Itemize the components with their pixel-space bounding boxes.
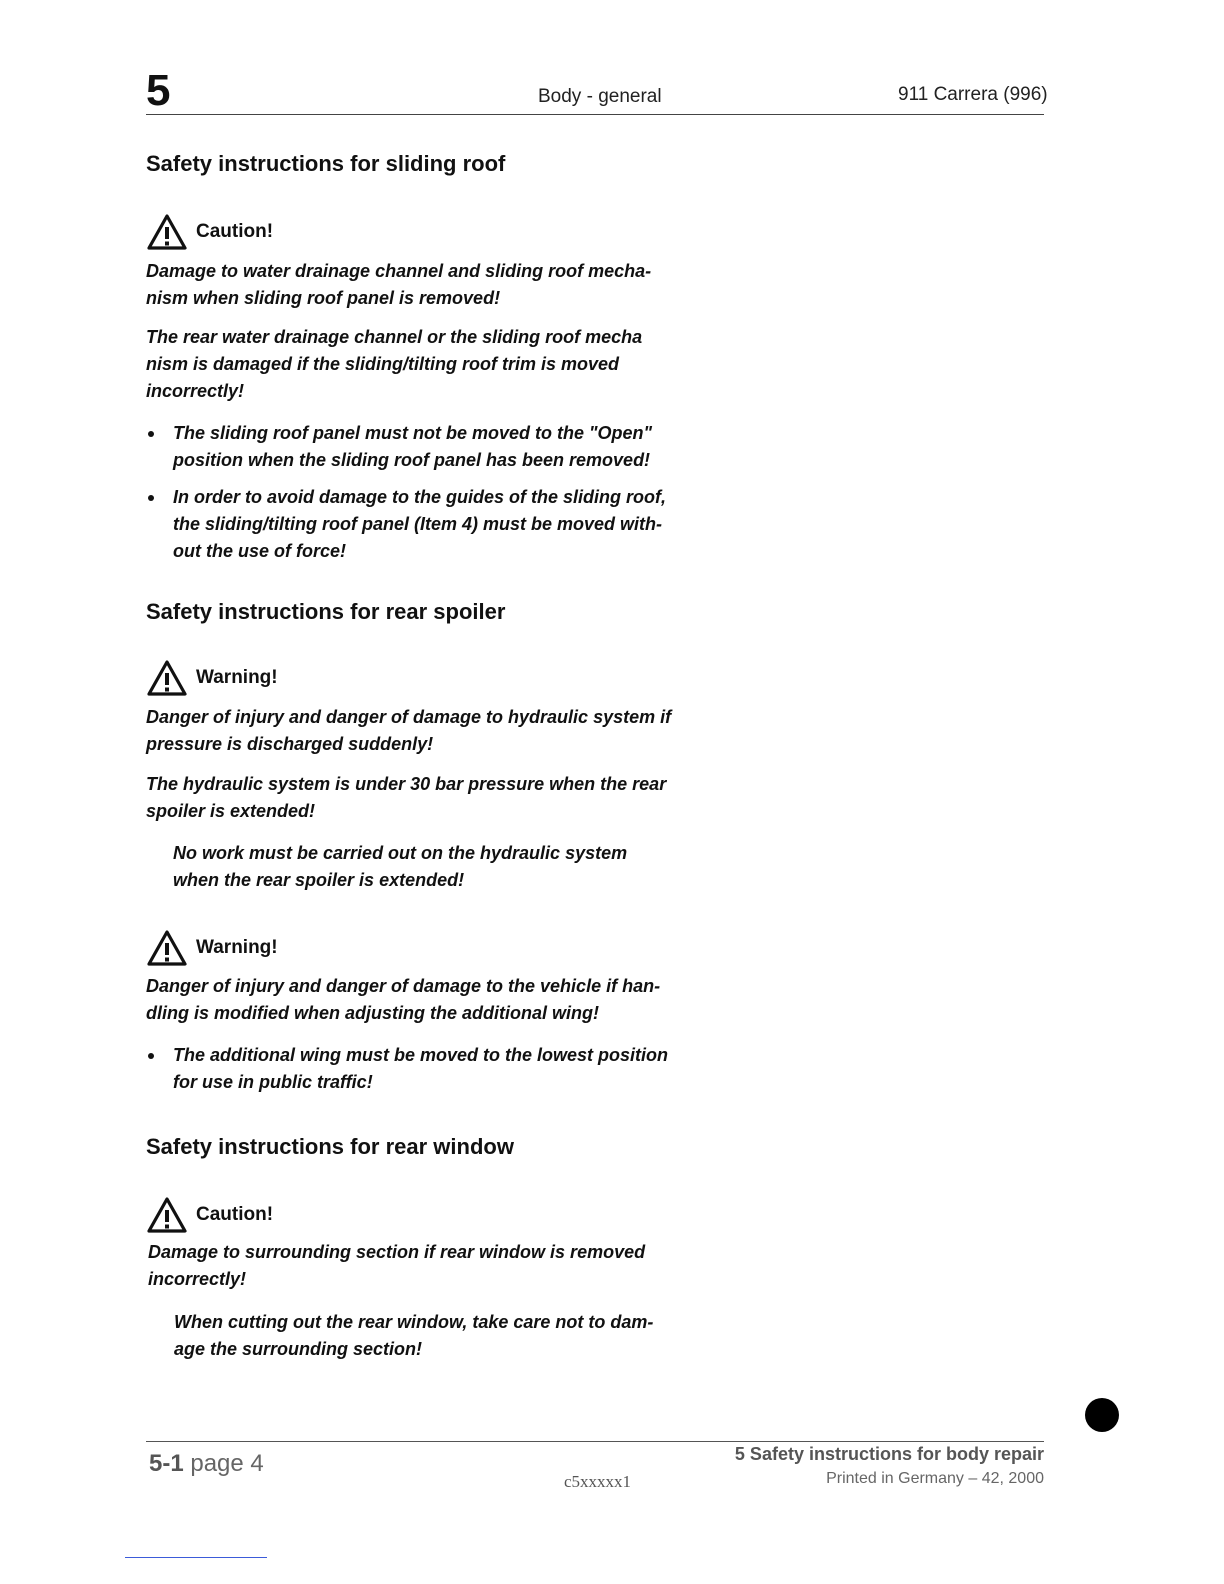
warning-triangle-icon bbox=[146, 659, 188, 697]
paragraph: Danger of injury and danger of damage to hydraulic system if pressure is discharged suddenly! bbox=[146, 707, 672, 754]
warning-triangle-icon bbox=[146, 213, 188, 251]
header-model: 911 Carrera (996) bbox=[898, 84, 1048, 105]
section-heading-sliding-roof: Safety instructions for sliding roof bbox=[146, 151, 506, 176]
warning-notice bbox=[146, 928, 278, 968]
paragraph: Damage to surrounding section if rear window is removed incorrectly! bbox=[148, 1242, 646, 1289]
printed-info: Printed in Germany – 42, 2000 bbox=[826, 1470, 1044, 1487]
list-item bbox=[146, 1042, 683, 1096]
page-prefix: 5-1 bbox=[149, 1450, 184, 1477]
bullet-icon bbox=[148, 495, 154, 501]
notice-label: Warning! bbox=[196, 667, 278, 688]
paragraph: The hydraulic system is under 30 bar pressure when the rear spoiler is extended! bbox=[146, 774, 667, 821]
indented-paragraph: When cutting out the rear window, take care not to dam-age the surrounding section! bbox=[174, 1312, 654, 1359]
list-item bbox=[146, 484, 683, 565]
chapter-number: 5 bbox=[146, 66, 171, 115]
paragraph: Danger of injury and danger of damage to the vehicle if han-dling is modified when adjusting the additional wing! bbox=[146, 976, 661, 1023]
bullet-icon bbox=[148, 1053, 154, 1059]
list-item-text: The additional wing must be moved to the lowest position for use in public traffic! bbox=[173, 1045, 669, 1092]
notice-label: Caution! bbox=[196, 1204, 274, 1225]
header-section-title: Body - general bbox=[538, 86, 662, 107]
page-number bbox=[149, 1449, 264, 1479]
list-item-text: In order to avoid damage to the guides of the sliding roof, the sliding/tilting roof panel (Item 4) must be moved with-out the use of force! bbox=[173, 487, 667, 561]
paragraph: Damage to water drainage channel and sliding roof mecha-nism when sliding roof panel is removed! bbox=[146, 261, 652, 308]
registration-dot bbox=[1085, 1398, 1119, 1432]
warning-triangle-icon bbox=[146, 929, 188, 967]
paragraph: The rear water drainage channel or the sliding roof mecha nism is damaged if the sliding/tilting roof trim is moved incorrectly! bbox=[146, 327, 643, 401]
list-item bbox=[146, 420, 683, 474]
blue-underline bbox=[125, 1557, 267, 1558]
section-heading-rear-window: Safety instructions for rear window bbox=[146, 1134, 514, 1159]
warning-notice bbox=[146, 658, 278, 698]
notice-label: Warning! bbox=[196, 937, 278, 958]
footer-divider bbox=[146, 1441, 1044, 1442]
document-code: c5xxxxx1 bbox=[564, 1472, 632, 1491]
notice-label: Caution! bbox=[196, 221, 274, 242]
list-item-text: The sliding roof panel must not be moved to the "Open" position when the sliding roof panel has been removed! bbox=[173, 423, 653, 470]
page-suffix: page 4 bbox=[190, 1450, 264, 1477]
caution-notice bbox=[146, 1195, 273, 1235]
header-divider bbox=[146, 114, 1044, 115]
bullet-icon bbox=[148, 431, 154, 437]
caution-notice bbox=[146, 212, 273, 252]
warning-triangle-icon bbox=[146, 1196, 188, 1234]
section-heading-rear-spoiler: Safety instructions for rear spoiler bbox=[146, 599, 506, 624]
indented-paragraph: No work must be carried out on the hydraulic system when the rear spoiler is extended! bbox=[173, 843, 628, 890]
footer-chapter-title: 5 Safety instructions for body repair bbox=[734, 1444, 1044, 1464]
